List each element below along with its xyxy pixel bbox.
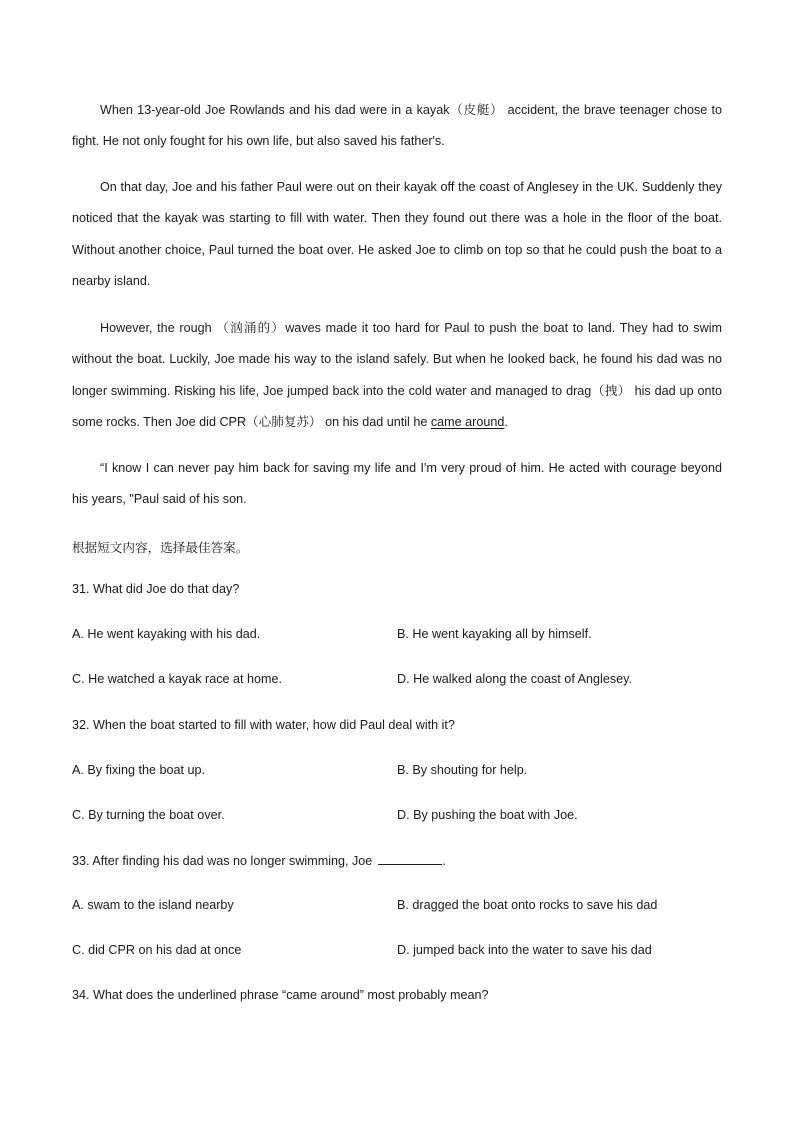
underlined-phrase: came around (430, 414, 505, 429)
question-32-option-c: C. By turning the boat over. (72, 808, 225, 822)
question-32-stem: 32. When the boat started to fill with water, how did Paul deal with it? (72, 718, 455, 732)
answer-blank (378, 853, 442, 865)
question-34-stem: 34. What does the underlined phrase “came around” most probably mean? (72, 988, 489, 1002)
question-33-stem-text: 33. After finding his dad was no longer swimming, Joe (72, 854, 373, 868)
question-33-option-c: C. did CPR on his dad at once (72, 943, 242, 957)
instruction-text: 根据短文内容，选择最佳答案。 (72, 541, 249, 555)
passage-paragraph-3 (72, 313, 722, 438)
question-31-option-a: A. He went kayaking with his dad. (72, 627, 261, 641)
question-33-option-a: A. swam to the island nearby (72, 898, 234, 912)
question-31-option-c: C. He watched a kayak race at home. (72, 672, 282, 686)
passage-paragraph-4: “I know I can never pay him back for saving my life and I'm very proud of him. He acted with courage beyond his years, "Paul said of his son. (72, 461, 722, 507)
question-32-option-d: D. By pushing the boat with Joe. (397, 808, 578, 822)
question-32-option-a: A. By fixing the boat up. (72, 763, 206, 777)
question-31-option-b: B. He went kayaking all by himself. (397, 627, 592, 641)
paragraph-3-end: . (504, 414, 508, 429)
passage-paragraph-1: When 13-year-old Joe Rowlands and his dad were in a kayak（皮艇） accident, the brave teenager chose to fight. He not only fought for his own life, but also saved his father's. (72, 103, 722, 149)
question-31-option-d: D. He walked along the coast of Anglesey. (397, 672, 632, 686)
question-32-option-b: B. By shouting for help. (397, 763, 528, 777)
question-33-stem-end: . (442, 854, 446, 868)
question-33-option-b: B. dragged the boat onto rocks to save his dad (397, 898, 658, 912)
passage-paragraph-2: On that day, Joe and his father Paul were out on their kayak off the coast of Anglesey in the UK. Suddenly they noticed that the kayak was starting to fill with water. Then they found out there was a hole in the floor of the boat. Without another choice, Paul turned the boat over. He asked Joe to climb on top so that he could push the boat to a nearby island. (72, 180, 722, 288)
question-33-stem (72, 853, 446, 868)
paragraph-3-text: However, the rough （汹涌的）waves made it too hard for Paul to push the boat to land. They had to swim without the boat. Luckily, Joe made his way to the island safely. But when he looked back, he found his dad was no longer swimming. Risking his life, Joe jumped back into the cold water and managed to drag（拽） his dad up onto some rocks. Then Joe did CPR（心肺复苏） on his dad until he (72, 321, 722, 429)
question-33-option-d: D. jumped back into the water to save his dad (397, 943, 652, 957)
question-31-stem: 31. What did Joe do that day? (72, 582, 240, 596)
